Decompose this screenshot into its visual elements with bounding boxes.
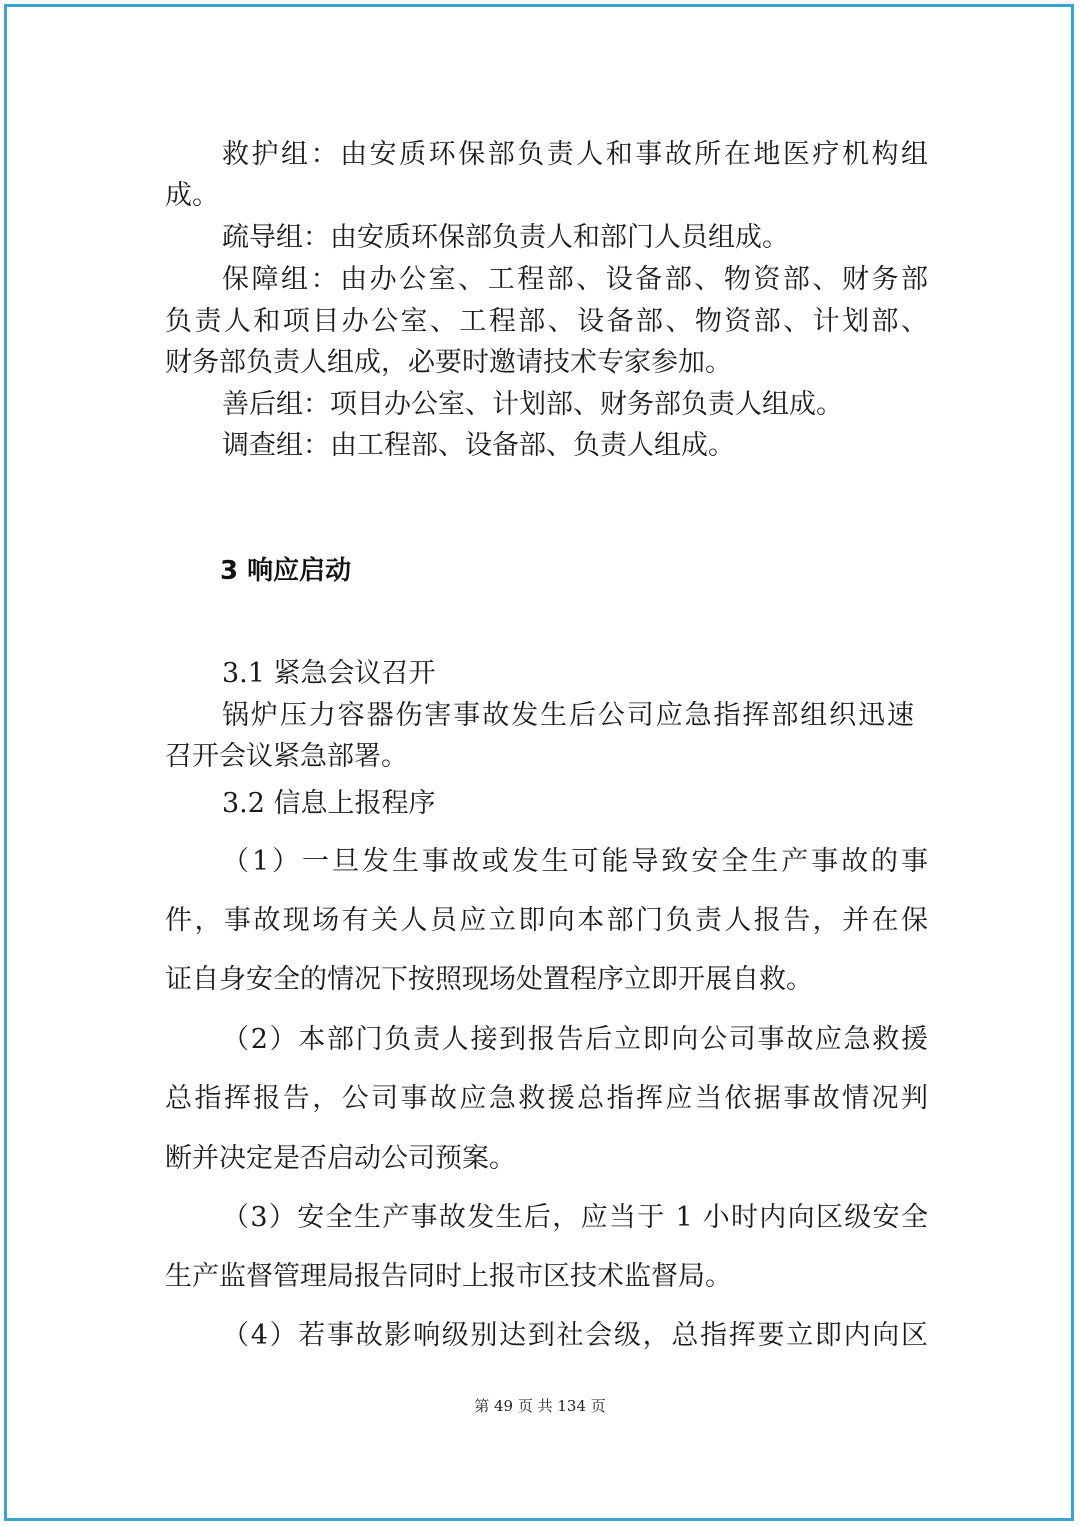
paragraph-item-4: （4）若事故影响级别达到社会级，总指挥要立即内向区 [222,1320,928,1351]
paragraph-emergency-meeting-cont: 召开会议紧急部署。 [165,741,408,772]
paragraph-rescue-group-cont: 成。 [165,180,219,211]
paragraph-guidance-group: 疏导组：由安质环保部负责人和部门人员组成。 [222,222,789,253]
paragraph-item-3-cont: 生产监督管理局报告同时上报市区技术监督局。 [165,1261,732,1292]
paragraph-investigation-group: 调查组：由工程部、设备部、负责人组成。 [222,430,735,461]
paragraph-item-1-cont-2: 证自身安全的情况下按照现场处置程序立即开展自救。 [165,964,813,995]
paragraph-item-2-cont-2: 断并决定是否启动公司预案。 [165,1143,516,1174]
paragraph-rescue-group: 救护组：由安质环保部负责人和事故所在地医疗机构组 [222,139,928,170]
paragraph-emergency-meeting: 锅炉压力容器伤害事故发生后公司应急指挥部组织迅速 [222,700,914,731]
paragraph-item-2-cont-1: 总指挥报告，公司事故应急救援总指挥应当依据事故情况判 [165,1083,928,1114]
paragraph-support-group-cont-1: 负责人和项目办公室、工程部、设备部、物资部、计划部、 [165,306,928,337]
paragraph-support-group: 保障组：由办公室、工程部、设备部、物资部、财务部 [222,264,928,295]
paragraph-item-1: （1）一旦发生事故或发生可能导致安全生产事故的事 [222,846,928,877]
subsection-heading-3-2: 3.2 信息上报程序 [222,788,436,819]
subsection-heading-3-1: 3.1 紧急会议召开 [222,658,436,689]
paragraph-item-1-cont-1: 件，事故现场有关人员应立即向本部门负责人报告，并在保 [165,905,928,936]
paragraph-support-group-cont-2: 财务部负责人组成，必要时邀请技术专家参加。 [165,347,732,378]
paragraph-item-3: （3）安全生产事故发生后，应当于 1 小时内向区级安全 [222,1202,928,1233]
paragraph-aftermath-group: 善后组：项目办公室、计划部、财务部负责人组成。 [222,389,843,420]
section-heading: 3 响应启动 [220,556,352,586]
paragraph-item-2: （2）本部门负责人接到报告后立即向公司事故应急救援 [222,1024,928,1055]
page-number-footer: 第 49 页 共 134 页 [474,1397,606,1415]
